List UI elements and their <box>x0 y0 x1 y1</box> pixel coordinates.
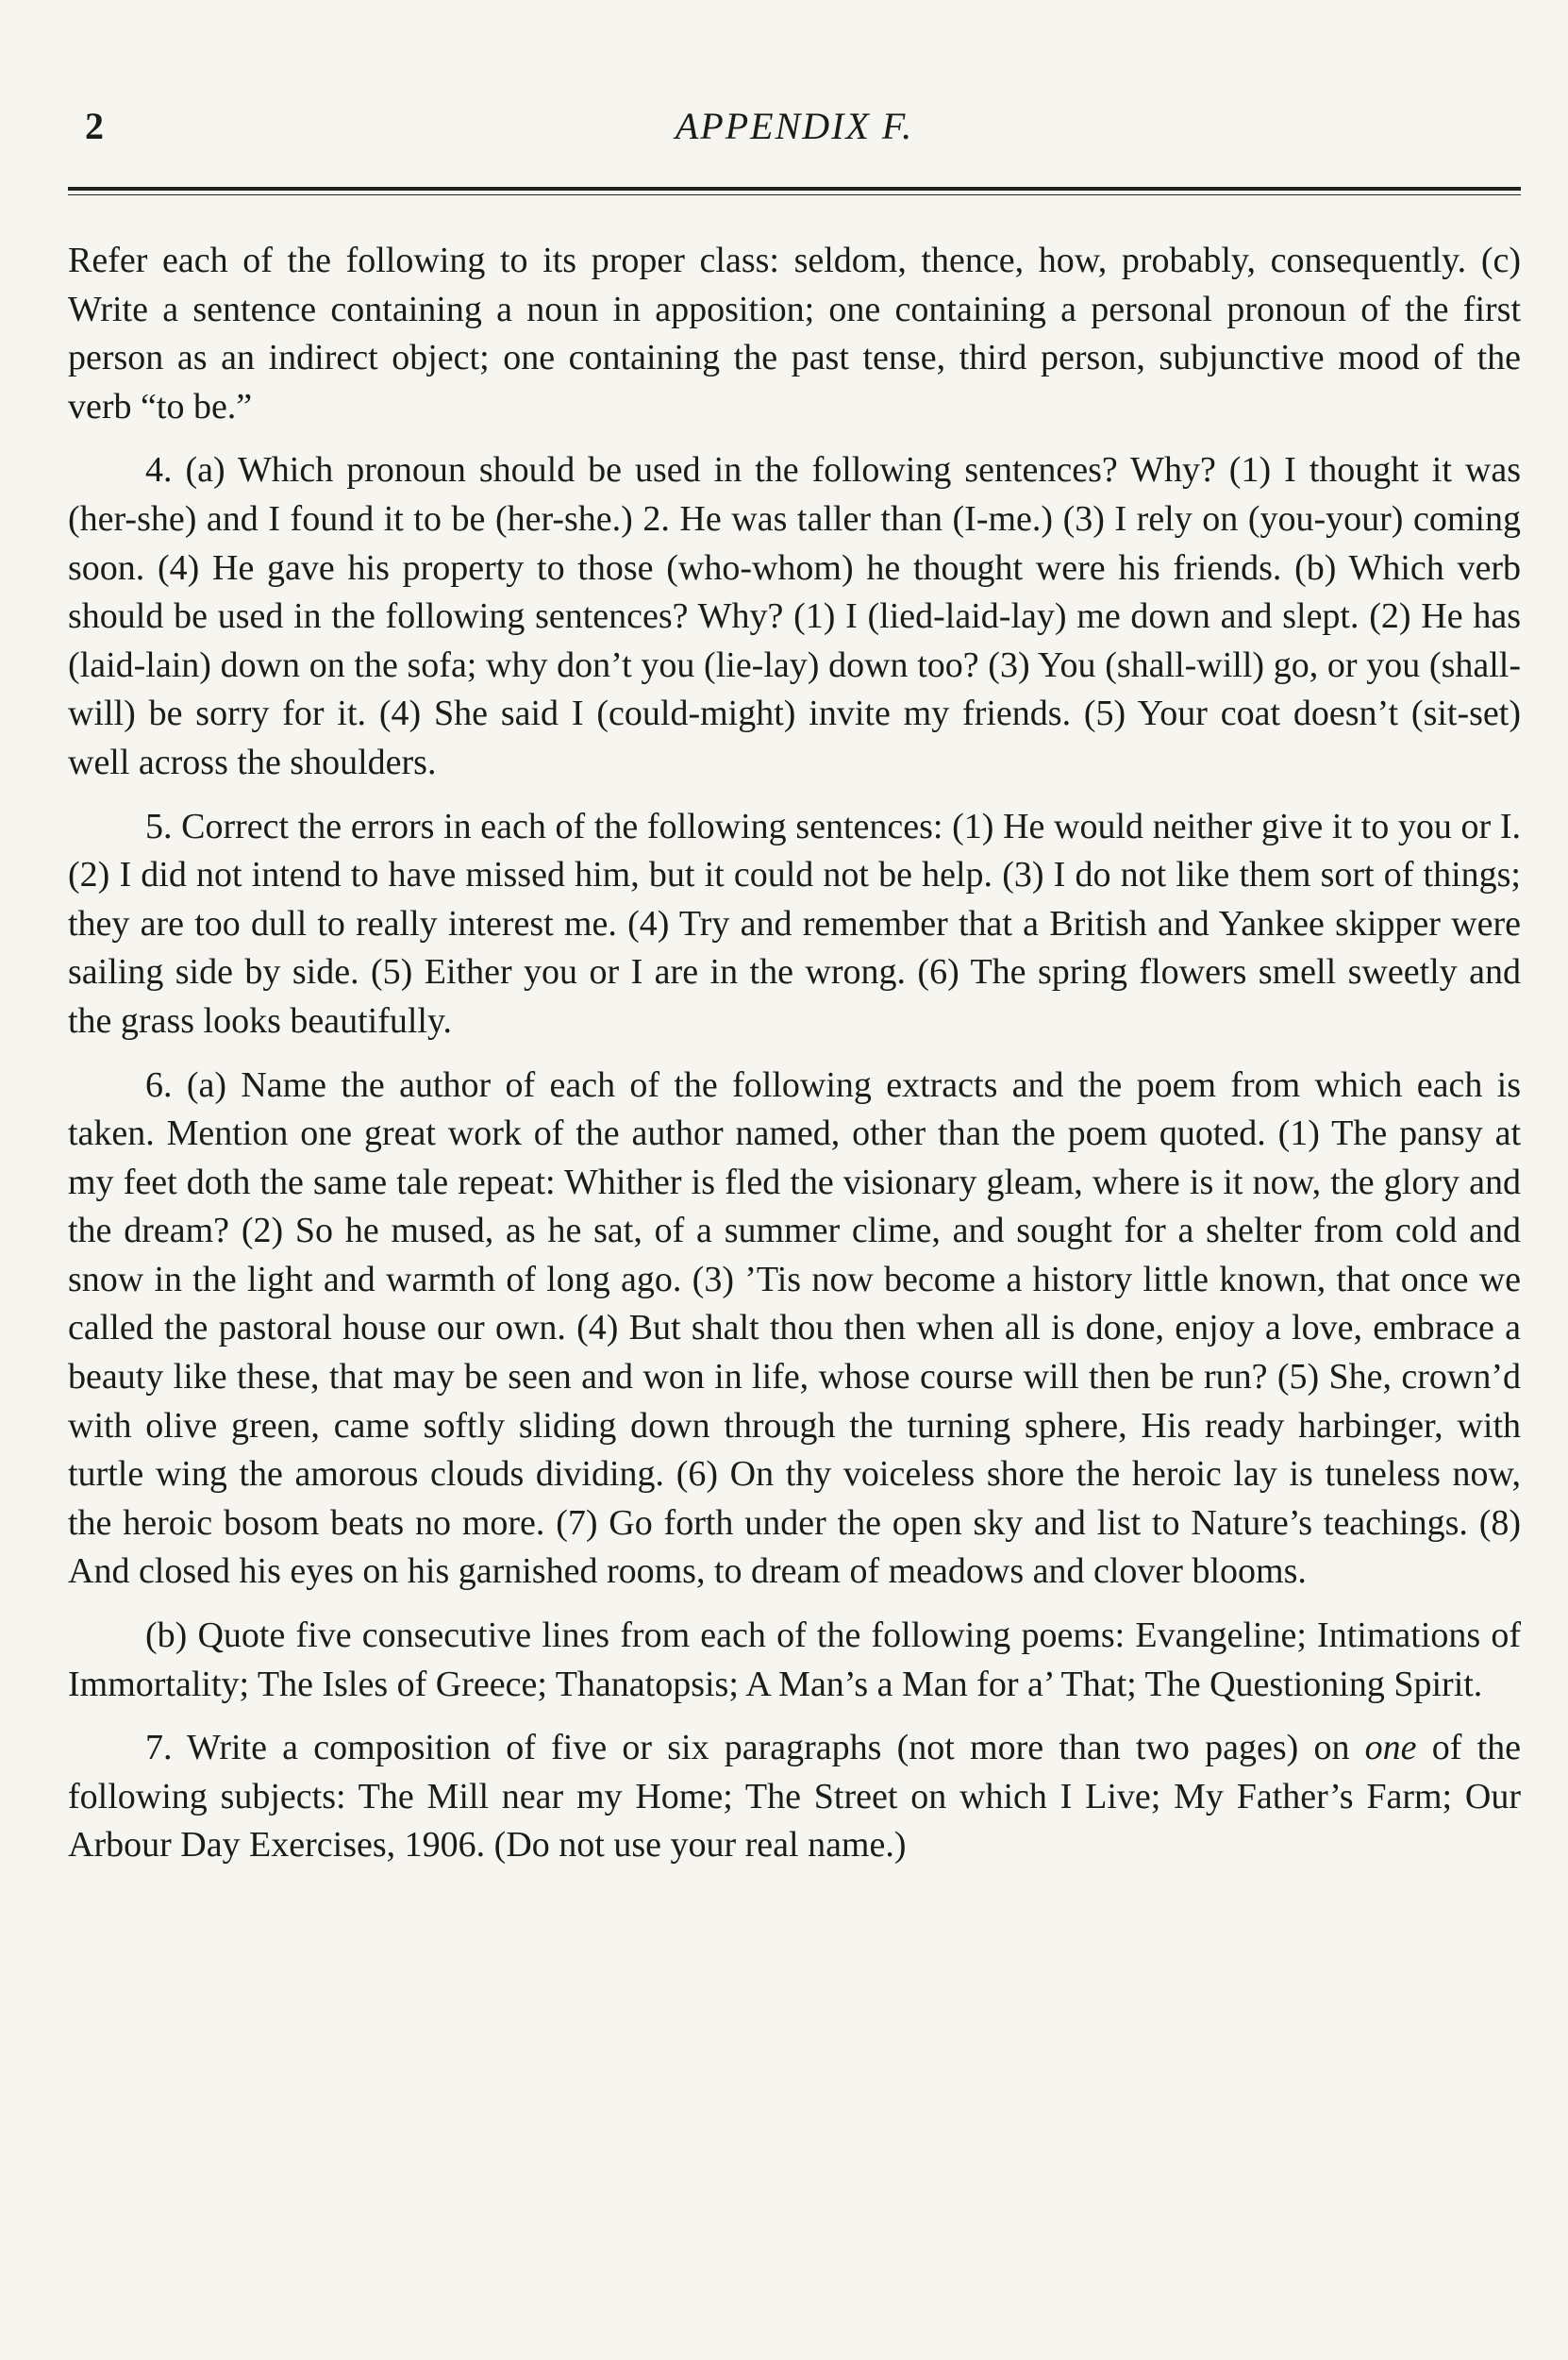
question-6b: (b) Quote five consecutive lines from each of the following poems: Evangeline; Intimations of Immortality; The Isles of Greece; Thanatopsis; A Man’s a Man for a’ That; The Questioning Spirit. <box>68 1615 1521 1704</box>
question-6a: 6. (a) Name the author of each of the following extracts and the poem from which each is taken. Mention one great work of the author named, other than the poem quoted. (1) The pansy at my feet doth the same tale repeat: Whither is fled the visionary gleam, where is it now, the glory and the dream? (2) So he mused, as he sat, of a summer clime, and sought for a shelter from cold and snow in the light and warmth of long ago. (3) ’Tis now become a history little known, that once we called the pastoral house our own. (4) But shalt thou then when all is done, enjoy a love, embrace a beauty like these, that may be seen and won in life, whose course will then be run? (5) She, crown’d with olive green, came softly sliding down through the turning sphere, His ready harbinger, with turtle wing the amorous clouds dividing. (6) On thy voiceless shore the heroic lay is tuneless now, the heroic bosom beats no more. (7) Go forth under the open sky and list to Nature’s teachings. (8) And closed his eyes on his garnished rooms, to dream of meadows and clover blooms. <box>68 1064 1521 1592</box>
paragraph-3-continued: Refer each of the following to its proper class: seldom, thence, how, probably, consequently. (c) Write a sentence containing a noun in apposition; one containing a personal pronoun of the first person as an indirect object; one containing the past tense, third person, subjunctive mood of the verb “to be.” <box>68 241 1521 427</box>
question-5: 5. Correct the errors in each of the following sentences: (1) He would neither give it to you or I. (2) I did not intend to have missed him, but it could not be help. (3) I do not like them sort of things; they are too dull to really interest me. (4) Try and remember that a British and Yankee skipper were sailing side by side. (5) Either you or I are in the wrong. (6) The spring flowers smell sweetly and the grass looks beautifully. <box>68 806 1521 1041</box>
header-rule <box>68 187 1521 195</box>
question-7-emphasis: one <box>1364 1728 1417 1768</box>
running-head: APPENDIX F. <box>675 105 914 147</box>
question-4: 4. (a) Which pronoun should be used in the following sentences? Why? (1) I thought it was (her-she) and I found it to be (her-she.) 2. He was taller than (I-me.) (3) I rely on (you-your) coming soon. (4) He gave his property to those (who-whom) he thought were his friends. (b) Which verb should be used in the following sentences? Why? (1) I (lied-laid-lay) me down and slept. (2) He has (laid-lain) down on the sofa; why don’t you (lie-lay) down too? (3) You (shall-will) go, or you (shall-will) be sorry for it. (4) She said I (could-might) invite my friends. (5) Your coat doesn’t (sit-set) well across the shoulders. <box>68 450 1521 782</box>
question-7 <box>68 1724 1521 1870</box>
page-header <box>68 104 1521 170</box>
question-7-before: 7. Write a composition of five or six paragraphs (not more than two pages) on <box>145 1728 1365 1768</box>
page <box>68 104 1521 1885</box>
exam-text <box>68 237 1521 1870</box>
question-7-after: of the following subjects: The Mill near my Home; The Street on which I Live; My Father’s Farm; Our Arbour Day Exercises, 1906. (Do not use your real name.) <box>68 1728 1521 1866</box>
page-number: 2 <box>85 105 104 147</box>
